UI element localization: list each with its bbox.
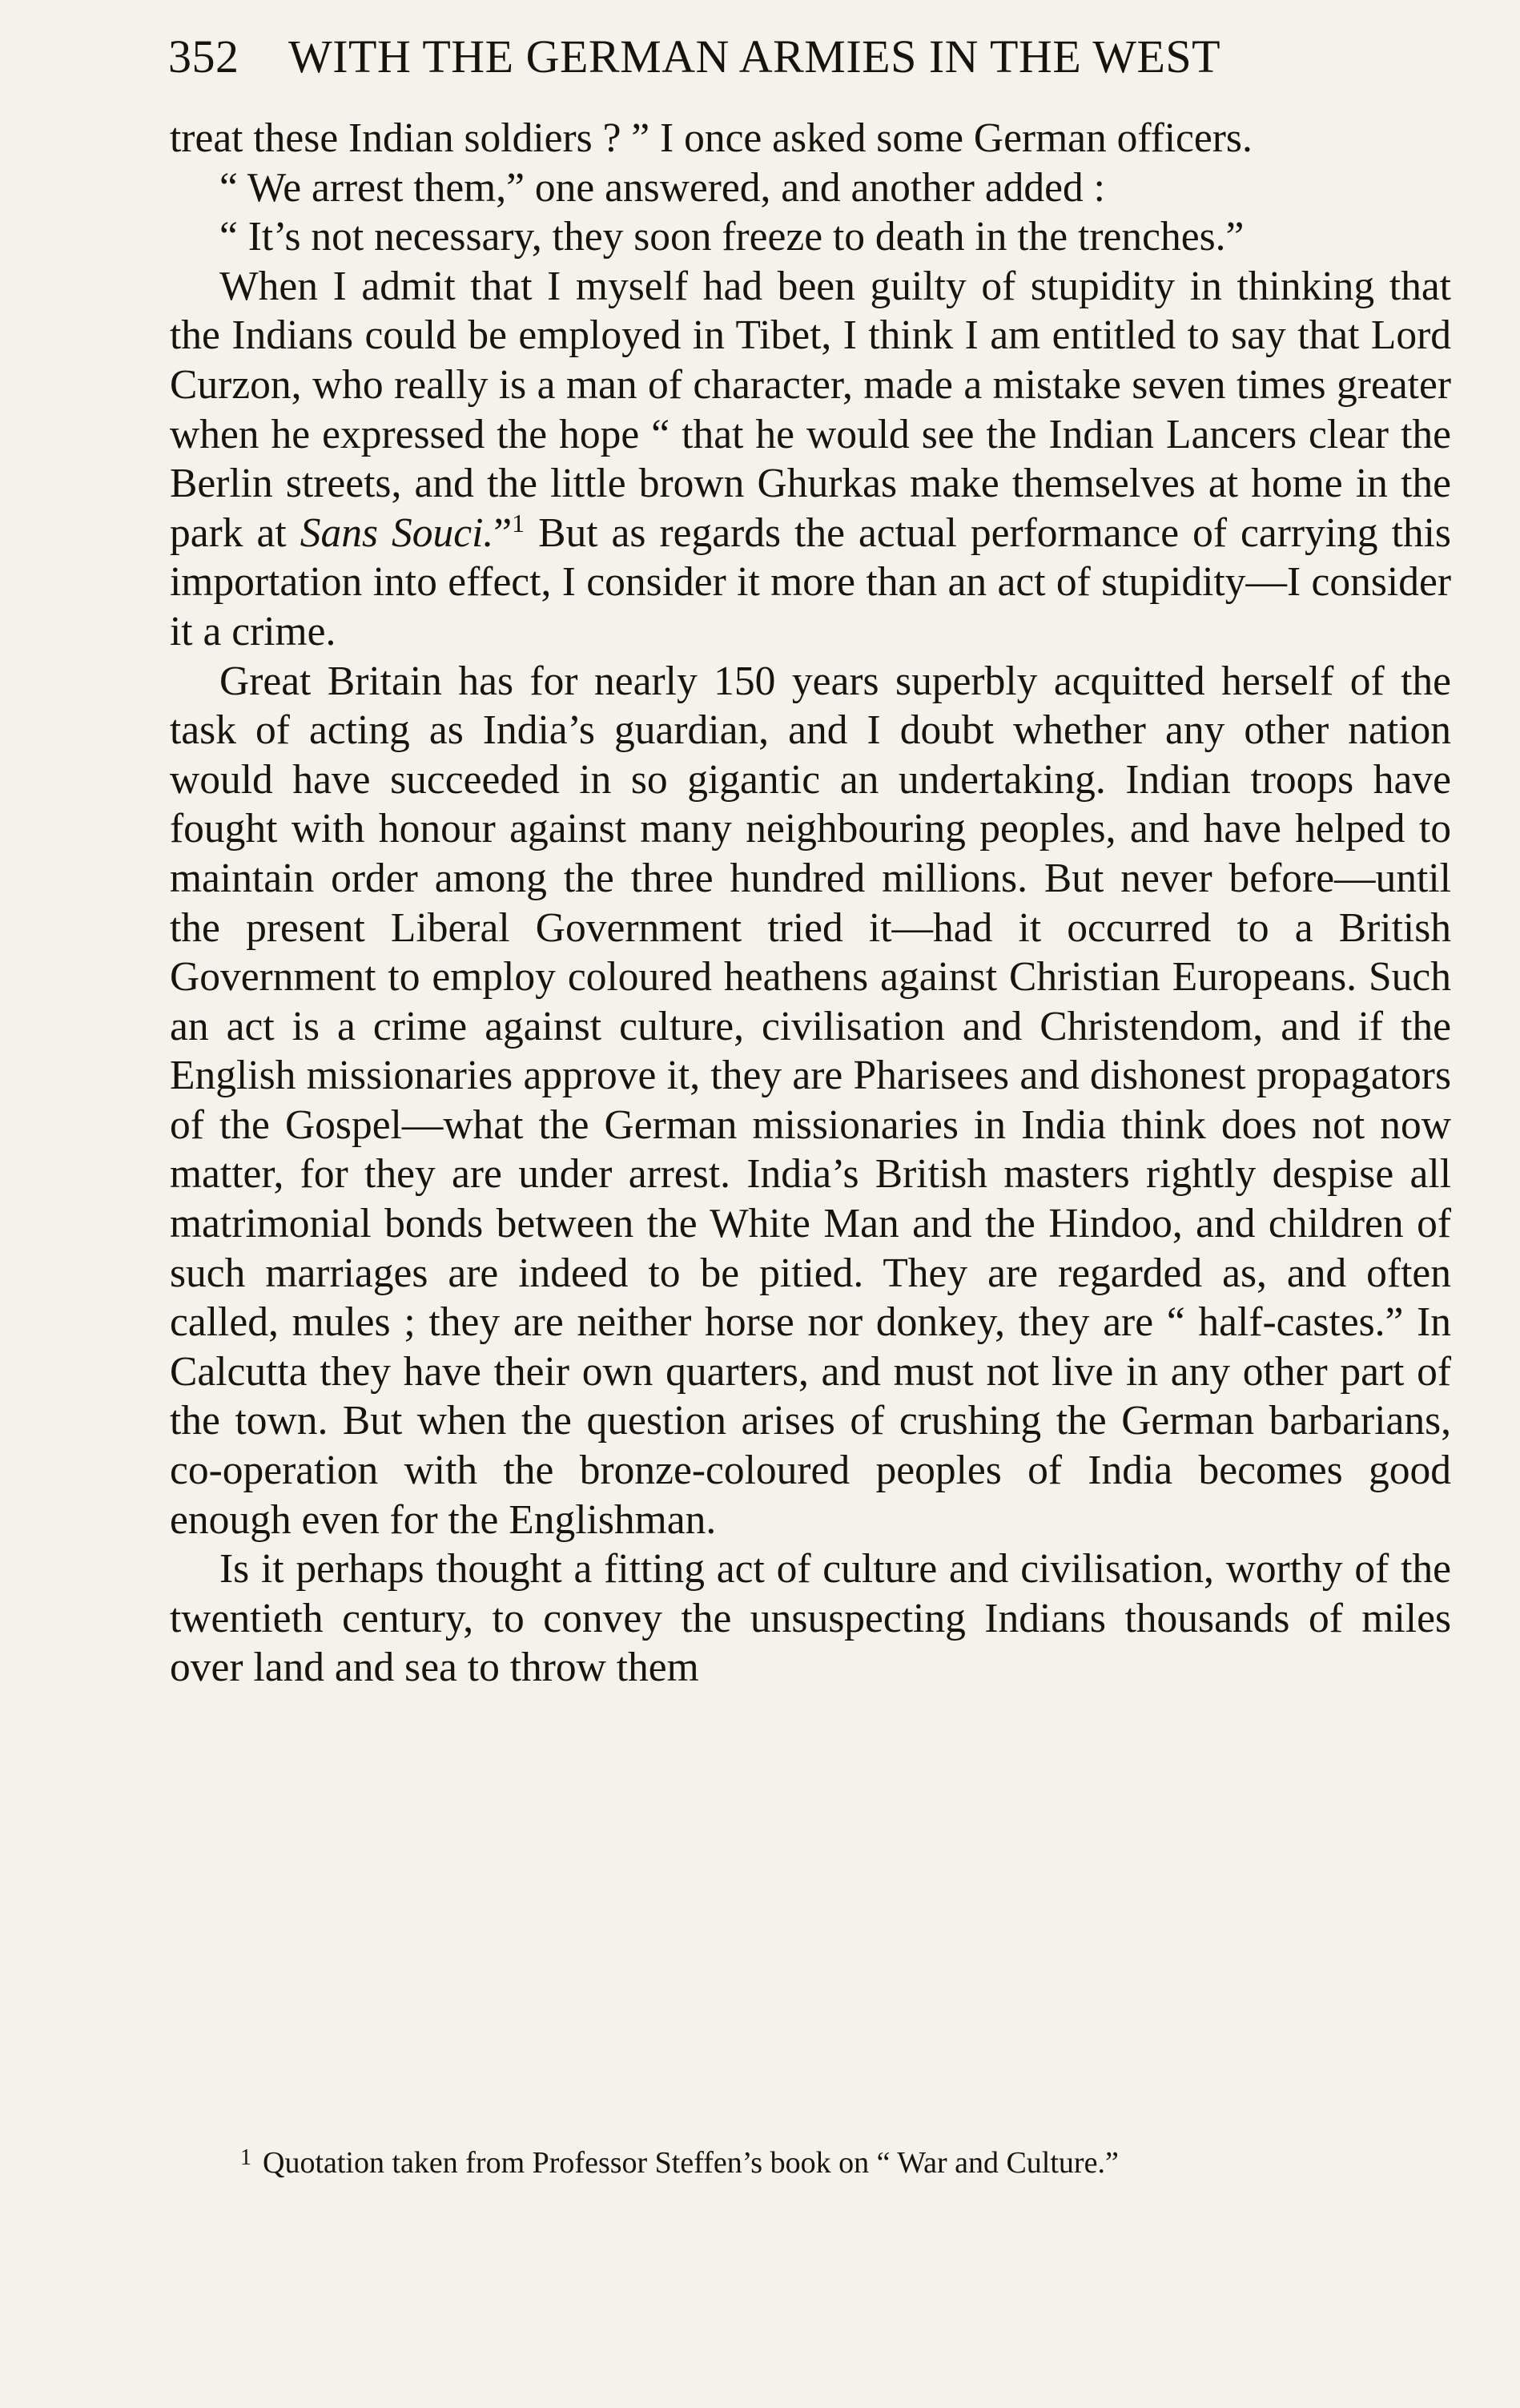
footnote — [240, 2137, 1458, 2184]
sans-souci-italic: Sans Souci. — [300, 509, 494, 556]
paragraph-6: Is it perhaps thought a fitting act of culture and civilisation, worthy of the twentieth century, to convey the unsuspecting Indians thousands of miles over land and sea to throw them — [170, 1546, 1451, 1691]
paragraph-4-text-a: When I admit that I myself had been guilty of stupidity in thinking that the Indians could be employed in Tibet, I think I am entitled to say that Lord Curzon, who really is a man of character, made a mistake seven times greater when he expressed the hope “ that he would see the Indian Lancers clear the Berlin streets, and the little brown Ghurkas make themselves at home in the park at — [170, 263, 1451, 556]
footnote-mark: 1 — [240, 2145, 251, 2170]
body-text — [170, 114, 1451, 1693]
paragraph-2: “ We arrest them,” one answered, and another added : — [219, 164, 1105, 211]
paragraph-1: treat these Indian soldiers ? ” I once asked some German officers. — [170, 115, 1253, 161]
closing-quote: ” — [493, 509, 513, 556]
paragraph-4-text-b: But as regards the actual performance of carrying this importation into effect, I consider it more than an act of stupidity—I consider it a crime. — [170, 509, 1451, 654]
footnote-text: Quotation taken from Professor Steffen’s book on “ War and Culture.” — [263, 2146, 1119, 2180]
paragraph-4 — [170, 262, 1451, 657]
paragraph-5: Great Britain has for nearly 150 years superbly acquitted herself of the task of acting as India’s guardian, and I doubt whether any other nation would have succeeded in so gigantic an undertaking. Indian troops have fought with honour against many neighbouring peoples, and have helped to maintain order among the three hundred millions. But never before—until the present Liberal Government tried it—had it occurred to a British Government to employ coloured heathens against Christian Europeans. Such an act is a crime against culture, civilisation and Christendom, and if the English missionaries approve it, they are Pharisees and dishonest propagators of the Gospel—what the German missionaries in India think does not now matter, for they are under arrest. India’s British masters rightly despise all matrimonial bonds between the White Man and the Hindoo, and children of such marriages are indeed to be pitied. They are regarded as, and often called, mules ; they are neither horse nor donkey, they are “ half-castes.” In Calcutta they have their own quarters, and must not live in any other part of the town. But when the question arises of crushing the German barbarians, co-operation with the bronze-coloured peoples of India becomes good enough even for the Englishman. — [170, 658, 1451, 1543]
running-title: WITH THE GERMAN ARMIES IN THE WEST — [288, 30, 1221, 83]
running-head — [168, 29, 1373, 85]
footnote-reference: 1 — [512, 508, 525, 538]
page-number: 352 — [168, 30, 239, 83]
paragraph-3: “ It’s not necessary, they soon freeze to death in the trenches.” — [219, 214, 1245, 260]
